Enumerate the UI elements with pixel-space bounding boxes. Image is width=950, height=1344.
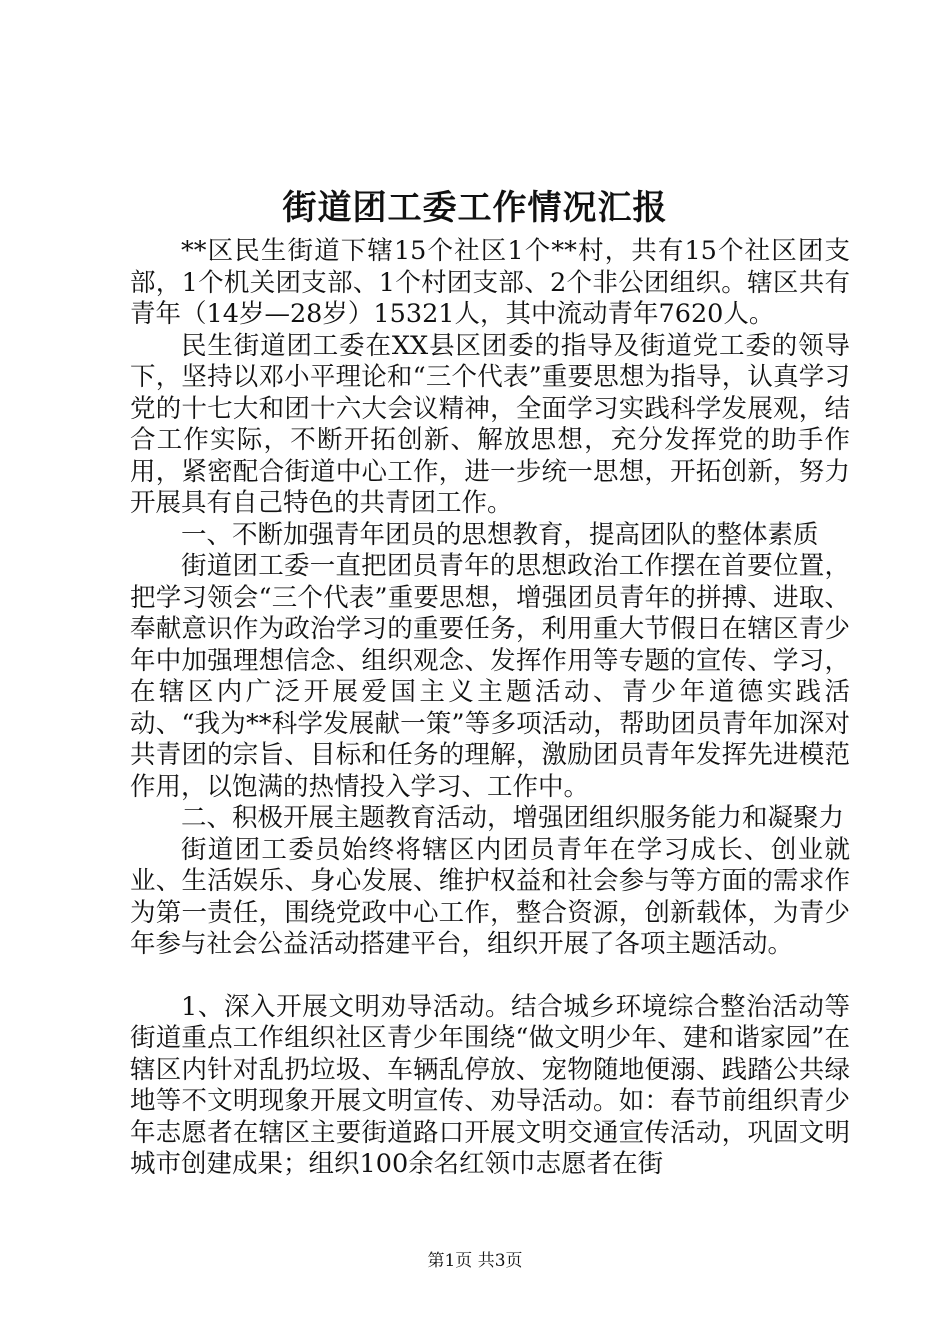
paragraph-gap (130, 961, 850, 992)
paragraph-civilization: 1、深入开展文明劝导活动。结合城乡环境综合整治活动等街道重点工作组织社区青少年围绕“做文明少年、建和谐家园”在辖区内针对乱扔垃圾、车辆乱停放、宠物随地便溺、践踏公共绿地等不文明现象开展文明宣传、劝导活动。如：春节前组织青少年志愿者在辖区主要街道路口开展文明交通宣传活动，巩固文明城市创建成果；组织100余名红领巾志愿者在街 (130, 991, 850, 1179)
section-heading-2: 二、积极开展主题教育活动，增强团组织服务能力和凝聚力 (181, 803, 845, 833)
document-body (130, 236, 850, 1181)
paragraph-guidance: 民生街道团工委在XX县区团委的指导及街道党工委的领导下，坚持以邓小平理论和“三个代表”重要思想为指导，认真学习党的十七大和团十六大会议精神，全面学习实践科学发展观，结合工作实际，不断开拓创新、解放思想，充分发挥党的助手作用，紧密配合街道中心工作，进一步统一思想，开拓创新，努力开展具有自己特色的共青团工作。 (130, 330, 850, 518)
paragraph-ideology: 街道团工委一直把团员青年的思想政治工作摆在首要位置，把学习领会“三个代表”重要思想，增强团员青年的拼搏、进取、奉献意识作为政治学习的重要任务，利用重大节假日在辖区青少年中加强理想信念、组织观念、发挥作用等专题的宣传、学习，在辖区内广泛开展爱国主义主题活动、青少年道德实践活动、“我为**科学发展献一策”等多项活动，帮助团员青年加深对共青团的宗旨、目标和任务的理解，激励团员青年发挥先进模范作用，以饱满的热情投入学习、工作中。 (130, 551, 850, 802)
paragraph-activities: 街道团工委员始终将辖区内团员青年在学习成长、创业就业、生活娱乐、身心发展、维护权益和社会参与等方面的需求作为第一责任，围绕党政中心工作，整合资源，创新载体，为青少年参与社会公益活动搭建平台，组织开展了各项主题活动。 (130, 834, 850, 959)
page-footer: 第1页 共3页 (427, 1251, 523, 1271)
document-title: 街道团工委工作情况汇报 (282, 188, 668, 228)
section-heading-1: 一、不断加强青年团员的思想教育，提高团队的整体素质 (181, 519, 819, 550)
paragraph-intro: **区民生街道下辖15个社区1个**村，共有15个社区团支部，1个机关团支部、1个村团支部、2个非公团组织。辖区共有青年（14岁—28岁）15321人，其中流动青年7620人。 (130, 236, 850, 329)
